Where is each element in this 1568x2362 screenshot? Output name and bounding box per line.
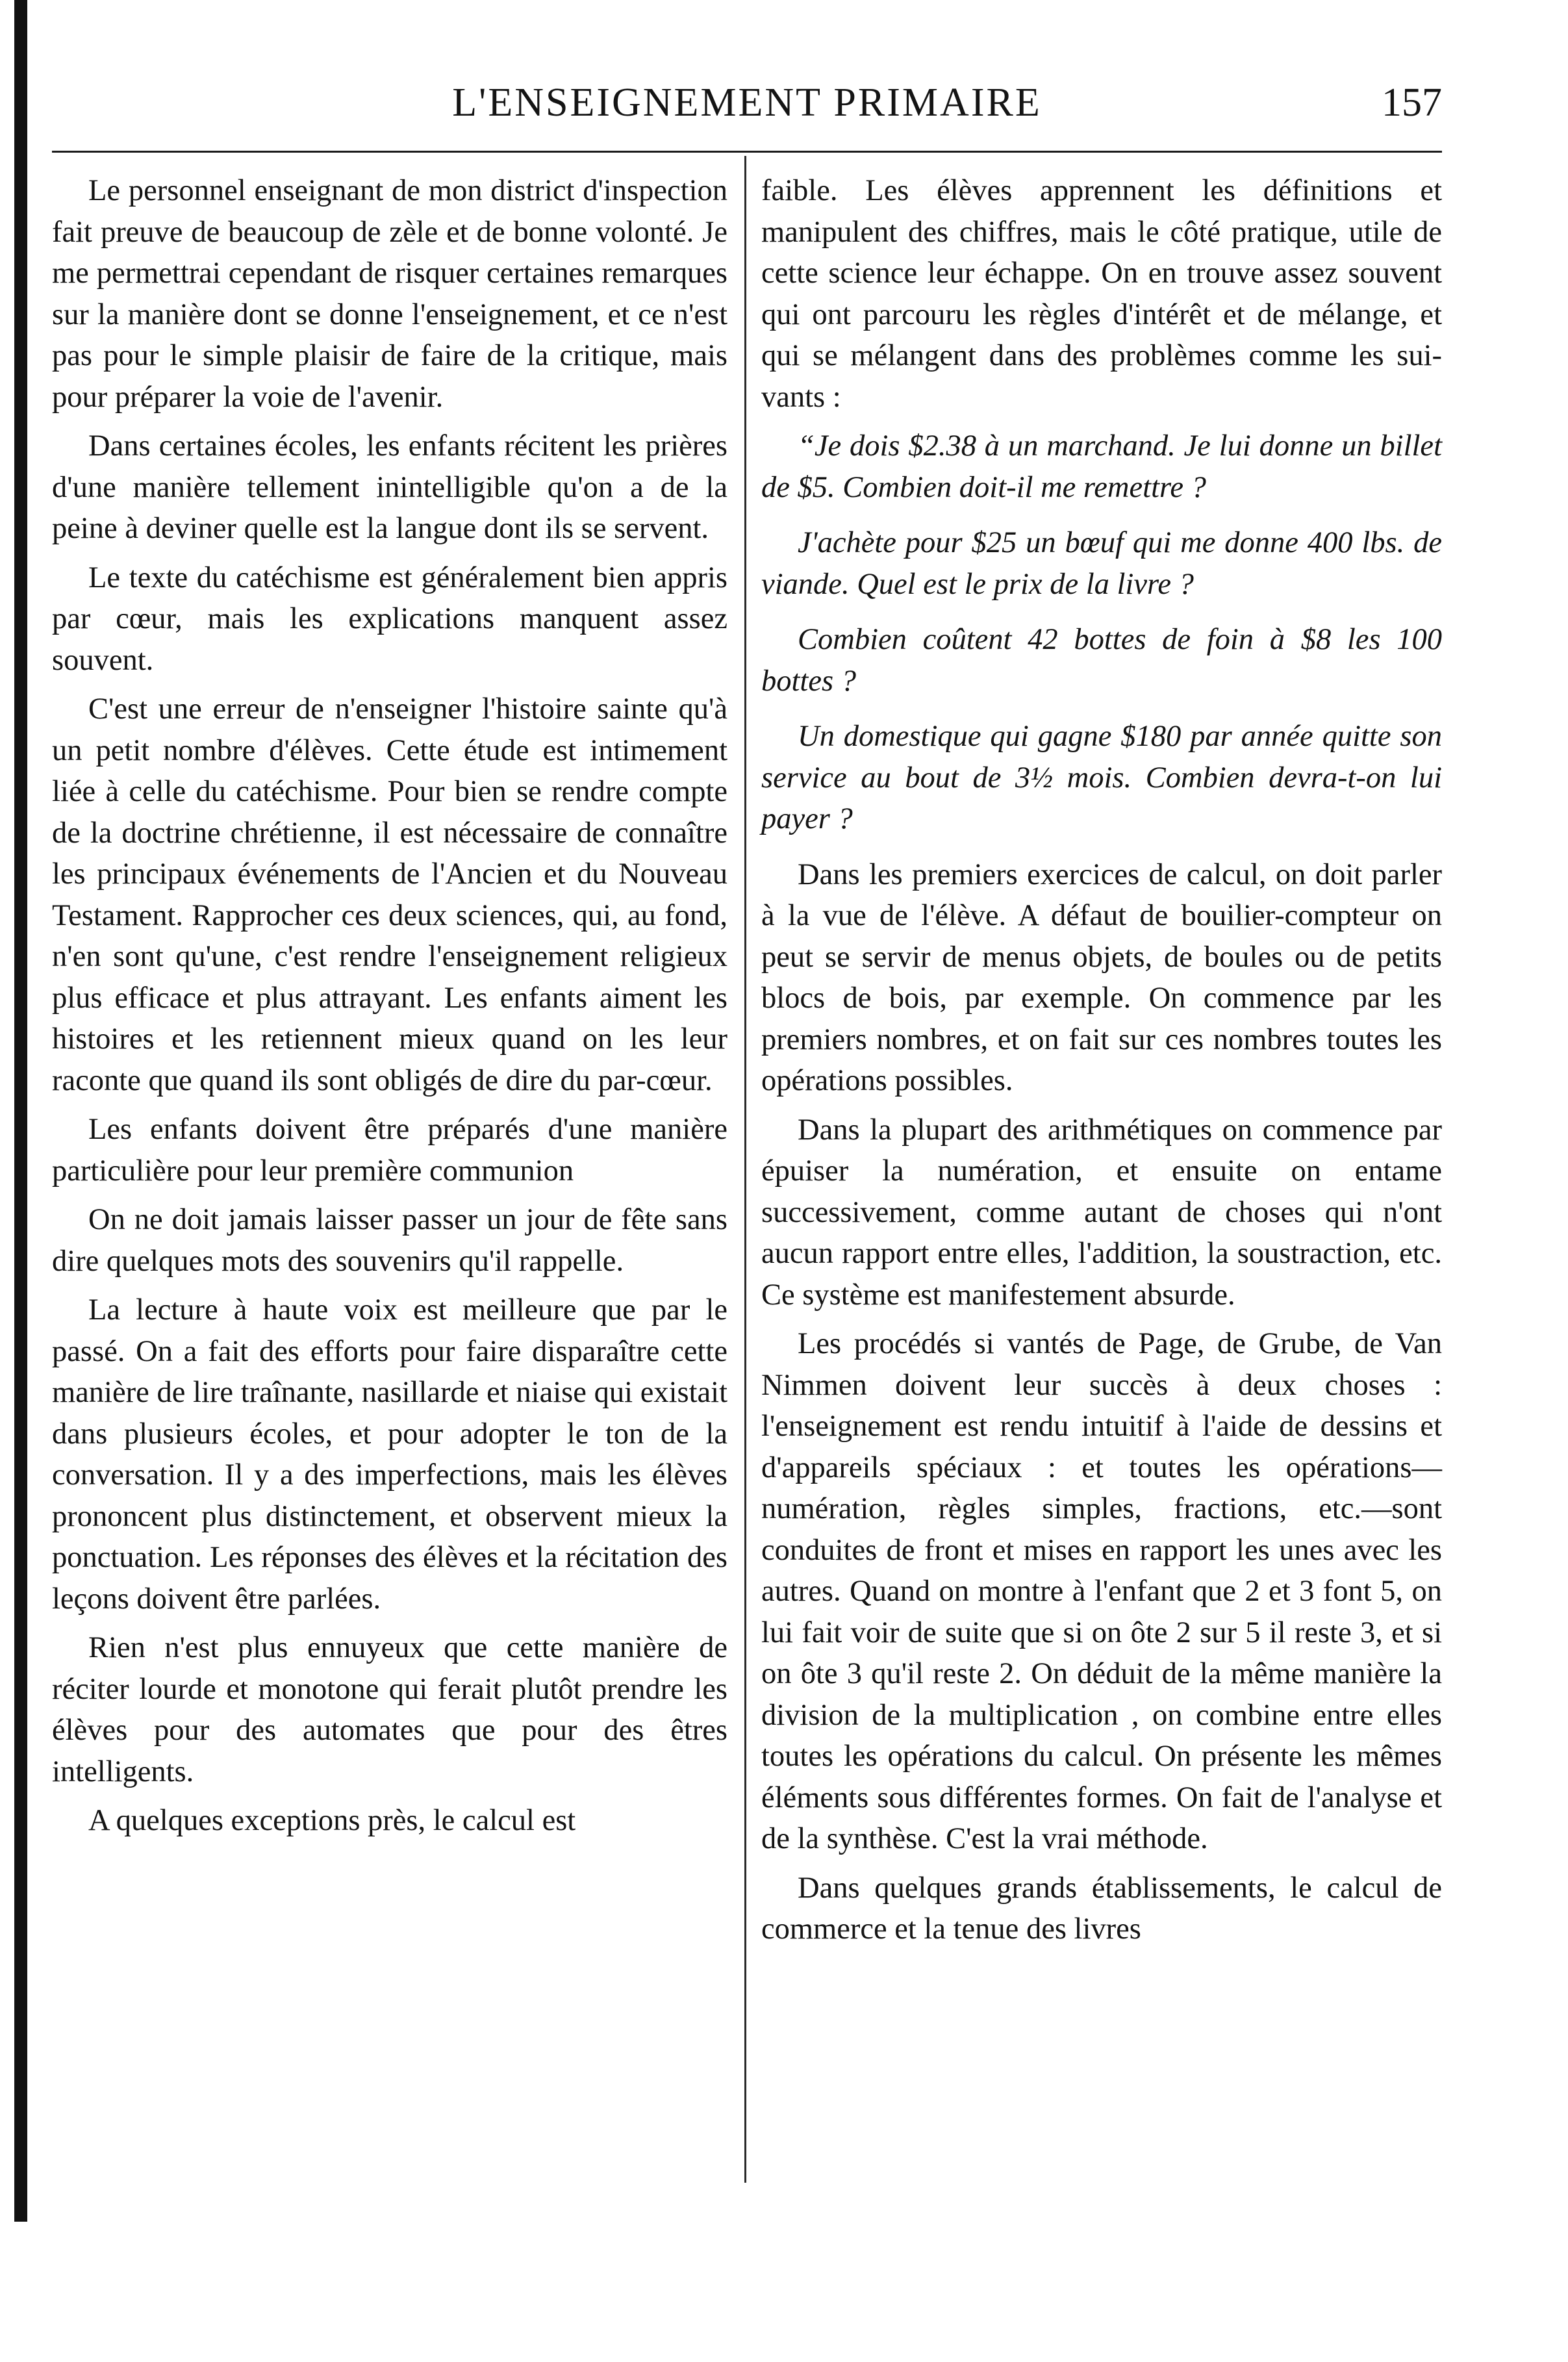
- example-problem: Un domestique qui gagne $180 par année quitte son service au bout de 3½ mois. Combien devra-t-on lui payer ?: [761, 720, 1442, 835]
- paragraph-continuation: faible. Les élèves apprennent les définitions et manipulent des chiffres, mais le côté pratique, utile de cette science leur échappe. On en trouve assez souvent qui ont parcouru les règles d'intérêt et de mélange, et qui se mélangent dans des problèmes comme les suivants :: [761, 174, 1442, 414]
- paragraph: Dans les premiers exercices de calcul, on doit parler à la vue de l'élève. A défaut de bouilier-compteur on peut se servir de menus objets, de boules ou de petits blocs de bois, par exemple. On commence par les premiers nombres, et on fait sur ces nombres toutes les opérations possibles.: [761, 857, 1442, 1097]
- example-problem: “Je dois $2.38 à un marchand. Je lui donne un billet de $5. Combien doit-il me remettre ?: [761, 429, 1442, 504]
- paragraph: Dans certaines écoles, les enfants récitent les prières d'une manière tellement inintelligible qu'on a de la peine à deviner quelle est la langue dont ils se servent.: [52, 429, 727, 545]
- example-problem: Combien coûtent 42 bottes de foin à $8 les 100 bottes ?: [761, 623, 1442, 698]
- paragraph: Le texte du catéchisme est généralement bien appris par cœur, mais les explications manquent assez souvent.: [52, 561, 727, 677]
- paragraph: Les procédés si vantés de Page, de Grube, de Van Nimmen doivent leur succès à deux choses : l'enseignement est rendu intuitif à l'aide de dessins et d'appareils spéciaux : et toutes les opérations—numération, règles simples, fractions, etc.—sont conduites de front et mises en rapport les unes avec les autres. Quand on montre à l'enfant que 2 et 3 font 5, on lui fait voir de suite que si on ôte 2 sur 5 il reste 3, et si on ôte 3 qu'il reste 2. On déduit de la même manière la division de la multiplication , on combine entre elles toutes les opérations du calcul. On présente les mêmes éléments sous différentes formes. On fait de l'analyse et de la synthèse. C'est la vrai méthode.: [761, 1327, 1442, 1855]
- paragraph: On ne doit jamais laisser passer un jour de fête sans dire quelques mots des souvenirs qu'il rappelle.: [52, 1203, 727, 1278]
- paragraph: Le personnel enseignant de mon district d'inspection fait preuve de beaucoup de zèle et de bonne volonté. Je me permettrai cependant de risquer certaines remarques sur la manière dont se donne l'enseignement, et ce n'est pas pour le simple plaisir de faire de la critique, mais pour préparer la voie de l'avenir.: [52, 174, 727, 414]
- page-header: [52, 70, 1442, 135]
- page-number: 157: [1382, 81, 1442, 125]
- page-edge-bar: [14, 0, 27, 2222]
- paragraph: Dans la plupart des arithmétiques on commence par épuiser la numération, et ensuite on entame successivement, comme autant de choses qui n'ont aucun rapport entre elles, l'addition, la soustraction, etc. Ce système est manifestement absurde.: [761, 1113, 1442, 1312]
- column-divider: [744, 156, 746, 2183]
- paragraph: La lecture à haute voix est meilleure que par le passé. On a fait des efforts pour faire disparaître cette manière de lire traînante, nasillarde et niaise qui existait dans plusieurs écoles, et pour adopter le ton de la conversation. Il y a des imperfections, mais les élèves prononcent plus distinctement, et observent mieux la ponctuation. Les réponses des élèves et la récitation des leçons doivent être parlées.: [52, 1293, 727, 1616]
- running-title: L'ENSEIGNEMENT PRIMAIRE: [452, 81, 1042, 125]
- paragraph: C'est une erreur de n'enseigner l'histoire sainte qu'à un petit nombre d'élèves. Cette étude est intimement liée à celle du catéchisme. Pour bien se rendre compte de la doctrine chrétienne, il est nécessaire de connaître les principaux événements de l'Ancien et du Nouveau Testament. Rapprocher ces deux sciences, qui, au fond, n'en sont qu'une, c'est rendre l'enseignement religieux plus efficace et plus attrayant. Les enfants aiment les histoires et les retiennent mieux quand on les leur raconte que quand ils sont obligés de dire du par-cœur.: [52, 692, 727, 1097]
- paragraph: A quelques exceptions près, le calcul est: [88, 1804, 576, 1837]
- example-problem: J'achète pour $25 un bœuf qui me donne 400 lbs. de viande. Quel est le prix de la livre ?: [761, 526, 1442, 601]
- paragraph: Dans quelques grands établissements, le calcul de commerce et la tenue des livres: [761, 1871, 1442, 1946]
- paragraph: Rien n'est plus ennuyeux que cette manière de réciter lourde et monotone qui ferait plutôt prendre les élèves pour des automates que pour des êtres intelligents.: [52, 1631, 727, 1788]
- right-column: [761, 170, 1442, 1958]
- left-column: [52, 170, 727, 1849]
- paragraph: Les enfants doivent être préparés d'une manière particulière pour leur première communion: [52, 1113, 727, 1187]
- header-rule: [52, 151, 1442, 153]
